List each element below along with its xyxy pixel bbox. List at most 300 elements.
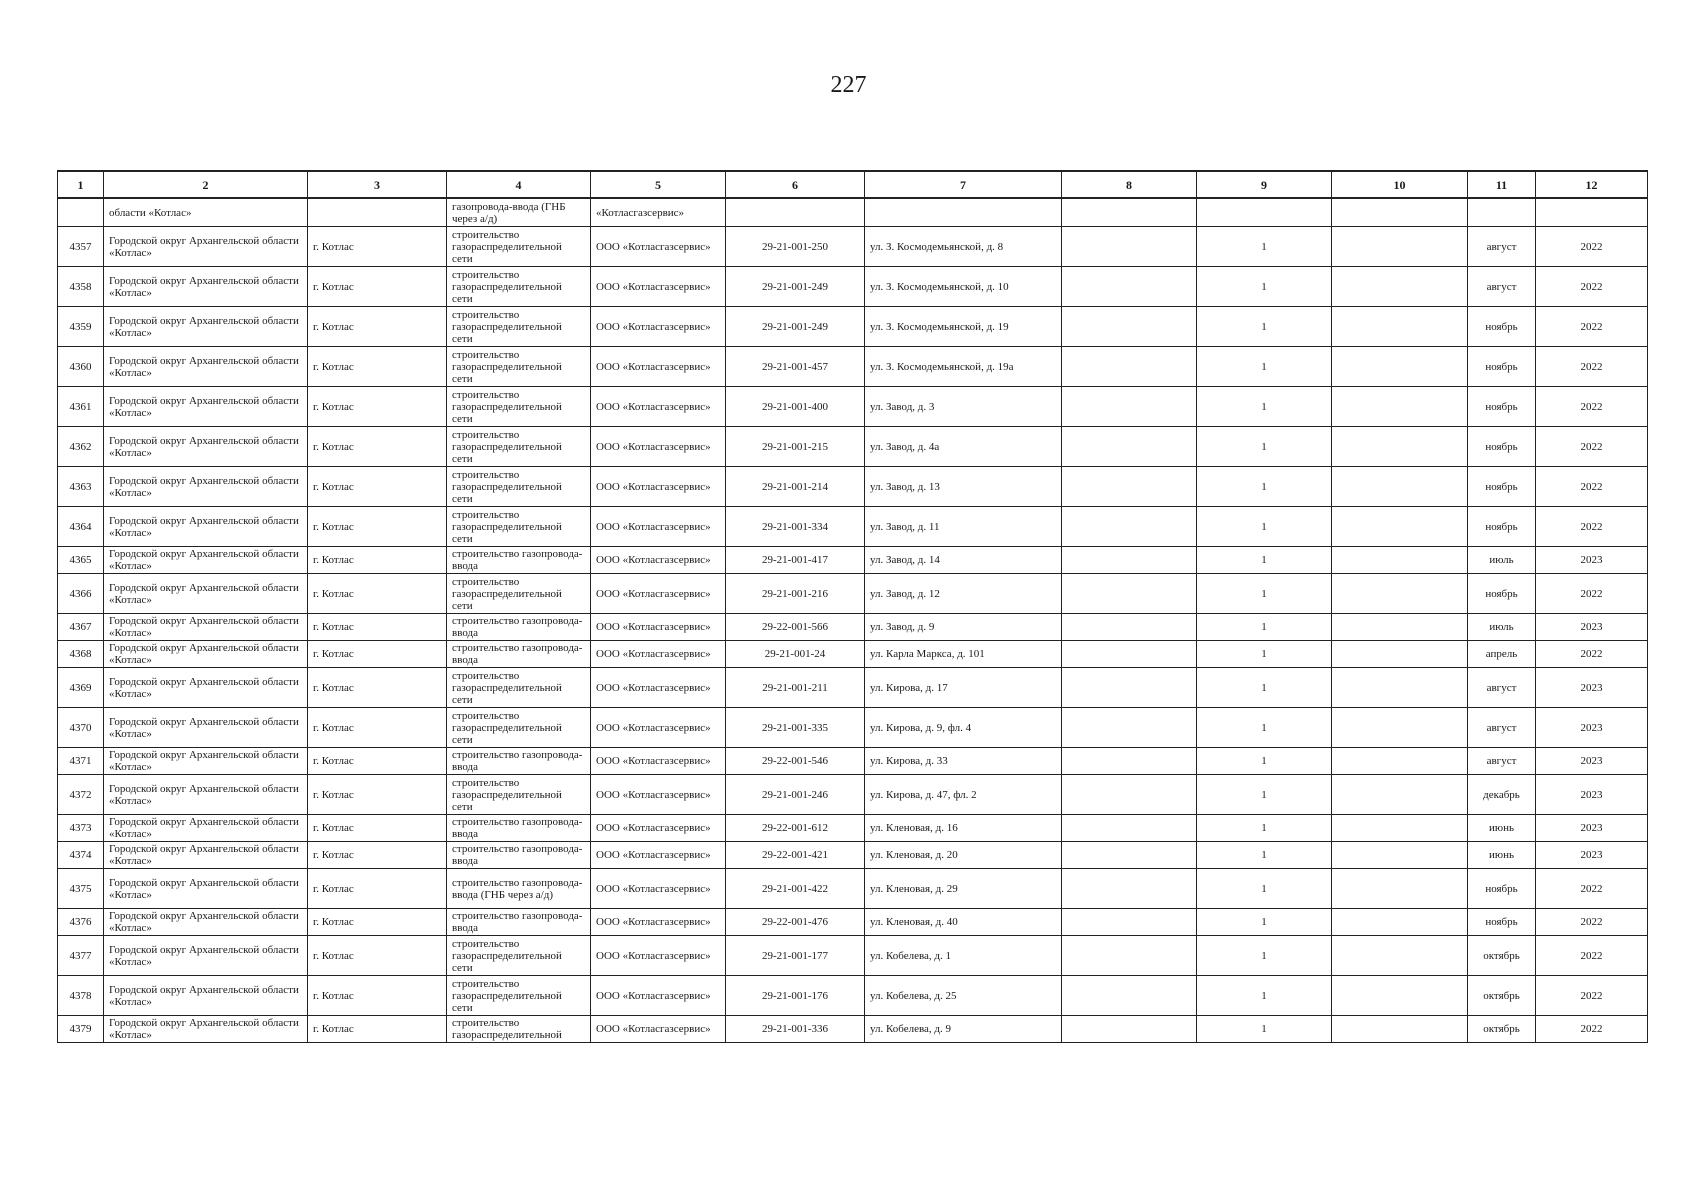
cell-number: 4363 — [58, 467, 104, 507]
table-row — [58, 467, 1648, 507]
cell-organization: ООО «Котласгазсервис» — [591, 347, 726, 387]
cell-organization: ООО «Котласгазсервис» — [591, 748, 726, 775]
cell-code: 29-21-001-211 — [726, 668, 865, 708]
cell-work: строительство газопровода-ввода — [447, 842, 591, 869]
cell-municipality: Городской округ Архангельской области «Котлас» — [104, 467, 308, 507]
cell-month: октябрь — [1468, 1016, 1536, 1043]
cell-month: август — [1468, 708, 1536, 748]
cell-municipality: Городской округ Архангельской области «Котлас» — [104, 547, 308, 574]
cell-address: ул. Завод, д. 12 — [865, 574, 1062, 614]
cell-col10 — [1332, 227, 1468, 267]
cell-work: строительство газораспределительной сети — [447, 507, 591, 547]
cell-number: 4375 — [58, 869, 104, 909]
cell-col8 — [1062, 708, 1197, 748]
table-row — [58, 815, 1648, 842]
cell-month: апрель — [1468, 641, 1536, 668]
cell-code: 29-22-001-421 — [726, 842, 865, 869]
cell-year: 2022 — [1536, 227, 1648, 267]
cell-organization: ООО «Котласгазсервис» — [591, 614, 726, 641]
cell-col10 — [1332, 842, 1468, 869]
cell-year: 2022 — [1536, 1016, 1648, 1043]
cell-code: 29-22-001-476 — [726, 909, 865, 936]
cell-work: строительство газопровода-ввода — [447, 547, 591, 574]
cell-code: 29-21-001-334 — [726, 507, 865, 547]
table-row — [58, 775, 1648, 815]
cell-number: 4365 — [58, 547, 104, 574]
cell-settlement: г. Котлас — [308, 267, 447, 307]
cell-year: 2023 — [1536, 815, 1648, 842]
table-row — [58, 507, 1648, 547]
cell-month: ноябрь — [1468, 307, 1536, 347]
cell-col10 — [1332, 909, 1468, 936]
cell-col10 — [1332, 427, 1468, 467]
cell-work: строительство газопровода-ввода — [447, 815, 591, 842]
cell-col8 — [1062, 668, 1197, 708]
table-row — [58, 869, 1648, 909]
cell-month: октябрь — [1468, 936, 1536, 976]
cell-col8 — [1062, 507, 1197, 547]
cell-month: ноябрь — [1468, 347, 1536, 387]
cell-month: ноябрь — [1468, 427, 1536, 467]
column-header: 4 — [447, 171, 591, 198]
table-row — [58, 1016, 1648, 1043]
table-row — [58, 387, 1648, 427]
cell-col8 — [1062, 869, 1197, 909]
cell-col8 — [1062, 1016, 1197, 1043]
cell-work: строительство газораспределительной сети — [447, 668, 591, 708]
cell-year: 2022 — [1536, 267, 1648, 307]
cell-col8 — [1062, 267, 1197, 307]
continuation-row — [58, 198, 1648, 227]
cell-month: ноябрь — [1468, 574, 1536, 614]
cell-municipality: Городской округ Архангельской области «Котлас» — [104, 1016, 308, 1043]
column-header: 12 — [1536, 171, 1648, 198]
cell-organization: ООО «Котласгазсервис» — [591, 507, 726, 547]
cell-municipality: Городской округ Архангельской области «Котлас» — [104, 387, 308, 427]
cell-work: строительство газораспределительной сети — [447, 467, 591, 507]
cell-month: июль — [1468, 547, 1536, 574]
cell-organization: ООО «Котласгазсервис» — [591, 227, 726, 267]
cell-col10 — [1332, 976, 1468, 1016]
cell-month: ноябрь — [1468, 507, 1536, 547]
cell-organization: ООО «Котласгазсервис» — [591, 815, 726, 842]
cell-work: строительство газопровода-ввода — [447, 641, 591, 668]
cell-col8 — [1062, 227, 1197, 267]
cell-month — [1468, 198, 1536, 227]
cell-address: ул. Завод, д. 9 — [865, 614, 1062, 641]
cell-year: 2022 — [1536, 427, 1648, 467]
cell-work: строительство газораспределительной сети — [447, 976, 591, 1016]
cell-number: 4369 — [58, 668, 104, 708]
cell-work: строительство газораспределительной сети — [447, 227, 591, 267]
cell-qty: 1 — [1197, 869, 1332, 909]
table-row — [58, 574, 1648, 614]
cell-code: 29-21-001-216 — [726, 574, 865, 614]
cell-qty — [1197, 198, 1332, 227]
cell-col8 — [1062, 347, 1197, 387]
cell-work: строительство газораспределительной сети — [447, 427, 591, 467]
cell-year: 2022 — [1536, 909, 1648, 936]
cell-number: 4364 — [58, 507, 104, 547]
cell-settlement: г. Котлас — [308, 641, 447, 668]
cell-month: октябрь — [1468, 976, 1536, 1016]
cell-col8 — [1062, 427, 1197, 467]
cell-municipality: Городской округ Архангельской области «Котлас» — [104, 668, 308, 708]
cell-year: 2022 — [1536, 347, 1648, 387]
cell-year: 2022 — [1536, 976, 1648, 1016]
cell-number: 4376 — [58, 909, 104, 936]
cell-address: ул. З. Космодемьянской, д. 19 — [865, 307, 1062, 347]
cell-qty: 1 — [1197, 347, 1332, 387]
cell-qty: 1 — [1197, 909, 1332, 936]
cell-col10 — [1332, 641, 1468, 668]
column-header: 10 — [1332, 171, 1468, 198]
cell-address: ул. Кирова, д. 17 — [865, 668, 1062, 708]
cell-code: 29-21-001-176 — [726, 976, 865, 1016]
cell-col10 — [1332, 198, 1468, 227]
header-row — [58, 171, 1648, 198]
cell-municipality: Городской округ Архангельской области «Котлас» — [104, 775, 308, 815]
cell-number — [58, 198, 104, 227]
cell-col10 — [1332, 668, 1468, 708]
column-header: 11 — [1468, 171, 1536, 198]
cell-address: ул. Кленовая, д. 40 — [865, 909, 1062, 936]
cell-address: ул. Кленовая, д. 20 — [865, 842, 1062, 869]
cell-organization: ООО «Котласгазсервис» — [591, 708, 726, 748]
cell-organization: ООО «Котласгазсервис» — [591, 641, 726, 668]
cell-organization: ООО «Котласгазсервис» — [591, 936, 726, 976]
cell-col8 — [1062, 842, 1197, 869]
table-row — [58, 641, 1648, 668]
cell-month: август — [1468, 267, 1536, 307]
cell-address: ул. Кирова, д. 47, фл. 2 — [865, 775, 1062, 815]
cell-work: строительство газопровода-ввода — [447, 748, 591, 775]
cell-work: строительство газопровода-ввода — [447, 909, 591, 936]
cell-col10 — [1332, 267, 1468, 307]
cell-qty: 1 — [1197, 507, 1332, 547]
cell-qty: 1 — [1197, 641, 1332, 668]
cell-year: 2022 — [1536, 507, 1648, 547]
cell-col8 — [1062, 976, 1197, 1016]
cell-settlement: г. Котлас — [308, 1016, 447, 1043]
cell-number: 4368 — [58, 641, 104, 668]
cell-settlement: г. Котлас — [308, 708, 447, 748]
cell-number: 4371 — [58, 748, 104, 775]
cell-organization: ООО «Котласгазсервис» — [591, 1016, 726, 1043]
cell-col8 — [1062, 815, 1197, 842]
cell-address: ул. Кобелева, д. 1 — [865, 936, 1062, 976]
cell-work: строительство газораспределительной сети — [447, 307, 591, 347]
cell-col8 — [1062, 614, 1197, 641]
cell-address: ул. Завод, д. 11 — [865, 507, 1062, 547]
cell-col10 — [1332, 574, 1468, 614]
cell-qty: 1 — [1197, 936, 1332, 976]
cell-organization: ООО «Котласгазсервис» — [591, 775, 726, 815]
cell-year: 2023 — [1536, 842, 1648, 869]
cell-municipality: Городской округ Архангельской области «Котлас» — [104, 815, 308, 842]
cell-municipality: Городской округ Архангельской области «Котлас» — [104, 842, 308, 869]
cell-settlement: г. Котлас — [308, 227, 447, 267]
cell-col8 — [1062, 641, 1197, 668]
column-header: 2 — [104, 171, 308, 198]
table-row — [58, 708, 1648, 748]
cell-municipality: области «Котлас» — [104, 198, 308, 227]
cell-col10 — [1332, 815, 1468, 842]
cell-month: август — [1468, 748, 1536, 775]
cell-number: 4377 — [58, 936, 104, 976]
cell-address — [865, 198, 1062, 227]
cell-address: ул. Кирова, д. 33 — [865, 748, 1062, 775]
cell-organization: ООО «Котласгазсервис» — [591, 842, 726, 869]
cell-month: июнь — [1468, 842, 1536, 869]
cell-organization: ООО «Котласгазсервис» — [591, 869, 726, 909]
table-row — [58, 614, 1648, 641]
cell-settlement: г. Котлас — [308, 307, 447, 347]
cell-address: ул. Завод, д. 3 — [865, 387, 1062, 427]
cell-month: ноябрь — [1468, 467, 1536, 507]
cell-municipality: Городской округ Архангельской области «Котлас» — [104, 307, 308, 347]
cell-organization: ООО «Котласгазсервис» — [591, 668, 726, 708]
cell-col8 — [1062, 909, 1197, 936]
cell-qty: 1 — [1197, 574, 1332, 614]
register-table — [57, 170, 1648, 1043]
cell-month: ноябрь — [1468, 909, 1536, 936]
cell-qty: 1 — [1197, 427, 1332, 467]
cell-number: 4357 — [58, 227, 104, 267]
cell-municipality: Городской округ Архангельской области «Котлас» — [104, 869, 308, 909]
column-header: 3 — [308, 171, 447, 198]
cell-year: 2022 — [1536, 387, 1648, 427]
cell-col10 — [1332, 387, 1468, 427]
cell-address: ул. З. Космодемьянской, д. 10 — [865, 267, 1062, 307]
cell-month: июнь — [1468, 815, 1536, 842]
cell-number: 4374 — [58, 842, 104, 869]
cell-municipality: Городской округ Архангельской области «Котлас» — [104, 641, 308, 668]
cell-work: строительство газопровода-ввода (ГНБ через а/д) — [447, 869, 591, 909]
cell-work: строительство газораспределительной сети — [447, 267, 591, 307]
cell-code: 29-21-001-249 — [726, 307, 865, 347]
cell-qty: 1 — [1197, 842, 1332, 869]
table-row — [58, 307, 1648, 347]
cell-col10 — [1332, 748, 1468, 775]
cell-col8 — [1062, 547, 1197, 574]
cell-code — [726, 198, 865, 227]
cell-settlement: г. Котлас — [308, 668, 447, 708]
cell-col10 — [1332, 467, 1468, 507]
table-row — [58, 267, 1648, 307]
cell-code: 29-21-001-400 — [726, 387, 865, 427]
table-row — [58, 936, 1648, 976]
cell-code: 29-21-001-335 — [726, 708, 865, 748]
page-number: 227 — [830, 72, 867, 98]
cell-col8 — [1062, 198, 1197, 227]
cell-qty: 1 — [1197, 976, 1332, 1016]
cell-settlement: г. Котлас — [308, 574, 447, 614]
cell-year: 2022 — [1536, 467, 1648, 507]
cell-organization: ООО «Котласгазсервис» — [591, 307, 726, 347]
cell-qty: 1 — [1197, 227, 1332, 267]
cell-settlement: г. Котлас — [308, 869, 447, 909]
cell-settlement: г. Котлас — [308, 909, 447, 936]
cell-code: 29-21-001-214 — [726, 467, 865, 507]
cell-settlement: г. Котлас — [308, 936, 447, 976]
cell-work: строительство газораспределительной сети — [447, 775, 591, 815]
table-row — [58, 976, 1648, 1016]
cell-address: ул. Кленовая, д. 29 — [865, 869, 1062, 909]
cell-number: 4358 — [58, 267, 104, 307]
cell-year: 2022 — [1536, 936, 1648, 976]
cell-organization: «Котласгазсервис» — [591, 198, 726, 227]
cell-qty: 1 — [1197, 547, 1332, 574]
cell-address: ул. З. Космодемьянской, д. 8 — [865, 227, 1062, 267]
cell-municipality: Городской округ Архангельской области «Котлас» — [104, 347, 308, 387]
cell-number: 4361 — [58, 387, 104, 427]
cell-settlement: г. Котлас — [308, 815, 447, 842]
cell-col10 — [1332, 614, 1468, 641]
table-row — [58, 427, 1648, 467]
cell-code: 29-21-001-336 — [726, 1016, 865, 1043]
cell-col10 — [1332, 708, 1468, 748]
cell-qty: 1 — [1197, 307, 1332, 347]
cell-code: 29-21-001-24 — [726, 641, 865, 668]
cell-work: строительство газораспределительной сети — [447, 387, 591, 427]
cell-work: строительство газораспределительной сети — [447, 347, 591, 387]
cell-organization: ООО «Котласгазсервис» — [591, 267, 726, 307]
column-header: 8 — [1062, 171, 1197, 198]
cell-address: ул. З. Космодемьянской, д. 19а — [865, 347, 1062, 387]
cell-year: 2022 — [1536, 641, 1648, 668]
cell-municipality: Городской округ Архангельской области «Котлас» — [104, 267, 308, 307]
cell-work: строительство газораспределительной — [447, 1016, 591, 1043]
cell-address: ул. Кирова, д. 9, фл. 4 — [865, 708, 1062, 748]
cell-organization: ООО «Котласгазсервис» — [591, 574, 726, 614]
cell-qty: 1 — [1197, 668, 1332, 708]
cell-col10 — [1332, 936, 1468, 976]
cell-qty: 1 — [1197, 815, 1332, 842]
column-header: 5 — [591, 171, 726, 198]
cell-year: 2023 — [1536, 668, 1648, 708]
cell-code: 29-21-001-422 — [726, 869, 865, 909]
column-header: 9 — [1197, 171, 1332, 198]
cell-year: 2023 — [1536, 708, 1648, 748]
table-row — [58, 547, 1648, 574]
cell-year: 2022 — [1536, 574, 1648, 614]
column-header: 6 — [726, 171, 865, 198]
cell-code: 29-21-001-177 — [726, 936, 865, 976]
cell-settlement: г. Котлас — [308, 387, 447, 427]
cell-col10 — [1332, 1016, 1468, 1043]
cell-qty: 1 — [1197, 708, 1332, 748]
cell-year: 2023 — [1536, 775, 1648, 815]
cell-code: 29-21-001-215 — [726, 427, 865, 467]
table-row — [58, 227, 1648, 267]
cell-col10 — [1332, 347, 1468, 387]
cell-settlement: г. Котлас — [308, 507, 447, 547]
cell-number: 4372 — [58, 775, 104, 815]
cell-year: 2023 — [1536, 748, 1648, 775]
cell-municipality: Городской округ Архангельской области «Котлас» — [104, 227, 308, 267]
cell-col10 — [1332, 307, 1468, 347]
cell-organization: ООО «Котласгазсервис» — [591, 467, 726, 507]
cell-settlement — [308, 198, 447, 227]
cell-code: 29-22-001-612 — [726, 815, 865, 842]
cell-number: 4370 — [58, 708, 104, 748]
cell-work: строительство газораспределительной сети — [447, 936, 591, 976]
table-row — [58, 842, 1648, 869]
cell-col8 — [1062, 775, 1197, 815]
table-row — [58, 748, 1648, 775]
cell-month: август — [1468, 227, 1536, 267]
cell-municipality: Городской округ Архангельской области «Котлас» — [104, 427, 308, 467]
cell-qty: 1 — [1197, 1016, 1332, 1043]
cell-number: 4379 — [58, 1016, 104, 1043]
cell-settlement: г. Котлас — [308, 347, 447, 387]
cell-municipality: Городской округ Архангельской области «Котлас» — [104, 909, 308, 936]
cell-organization: ООО «Котласгазсервис» — [591, 427, 726, 467]
cell-code: 29-21-001-246 — [726, 775, 865, 815]
cell-number: 4366 — [58, 574, 104, 614]
cell-municipality: Городской округ Архангельской области «Котлас» — [104, 614, 308, 641]
cell-code: 29-21-001-249 — [726, 267, 865, 307]
table-row — [58, 909, 1648, 936]
cell-number: 4378 — [58, 976, 104, 1016]
cell-organization: ООО «Котласгазсервис» — [591, 387, 726, 427]
cell-settlement: г. Котлас — [308, 614, 447, 641]
cell-number: 4373 — [58, 815, 104, 842]
table-row — [58, 347, 1648, 387]
cell-settlement: г. Котлас — [308, 427, 447, 467]
cell-work: строительство газопровода-ввода — [447, 614, 591, 641]
cell-month: июль — [1468, 614, 1536, 641]
cell-number: 4360 — [58, 347, 104, 387]
column-header: 7 — [865, 171, 1062, 198]
cell-qty: 1 — [1197, 267, 1332, 307]
cell-municipality: Городской округ Архангельской области «Котлас» — [104, 507, 308, 547]
cell-qty: 1 — [1197, 387, 1332, 427]
cell-year — [1536, 198, 1648, 227]
cell-municipality: Городской округ Архангельской области «Котлас» — [104, 708, 308, 748]
cell-settlement: г. Котлас — [308, 748, 447, 775]
cell-municipality: Городской округ Архангельской области «Котлас» — [104, 574, 308, 614]
cell-municipality: Городской округ Архангельской области «Котлас» — [104, 748, 308, 775]
cell-address: ул. Кобелева, д. 9 — [865, 1016, 1062, 1043]
cell-code: 29-21-001-417 — [726, 547, 865, 574]
cell-qty: 1 — [1197, 614, 1332, 641]
cell-col8 — [1062, 467, 1197, 507]
cell-col10 — [1332, 869, 1468, 909]
cell-address: ул. Завод, д. 13 — [865, 467, 1062, 507]
cell-work: газопровода-ввода (ГНБ через а/д) — [447, 198, 591, 227]
cell-municipality: Городской округ Архангельской области «Котлас» — [104, 936, 308, 976]
cell-number: 4362 — [58, 427, 104, 467]
cell-year: 2022 — [1536, 869, 1648, 909]
cell-code: 29-21-001-250 — [726, 227, 865, 267]
cell-col10 — [1332, 547, 1468, 574]
cell-qty: 1 — [1197, 748, 1332, 775]
cell-settlement: г. Котлас — [308, 467, 447, 507]
cell-settlement: г. Котлас — [308, 976, 447, 1016]
cell-col10 — [1332, 775, 1468, 815]
cell-code: 29-22-001-566 — [726, 614, 865, 641]
cell-year: 2022 — [1536, 307, 1648, 347]
cell-code: 29-22-001-546 — [726, 748, 865, 775]
cell-year: 2023 — [1536, 614, 1648, 641]
cell-month: ноябрь — [1468, 387, 1536, 427]
cell-col10 — [1332, 507, 1468, 547]
cell-col8 — [1062, 307, 1197, 347]
cell-col8 — [1062, 748, 1197, 775]
cell-qty: 1 — [1197, 467, 1332, 507]
